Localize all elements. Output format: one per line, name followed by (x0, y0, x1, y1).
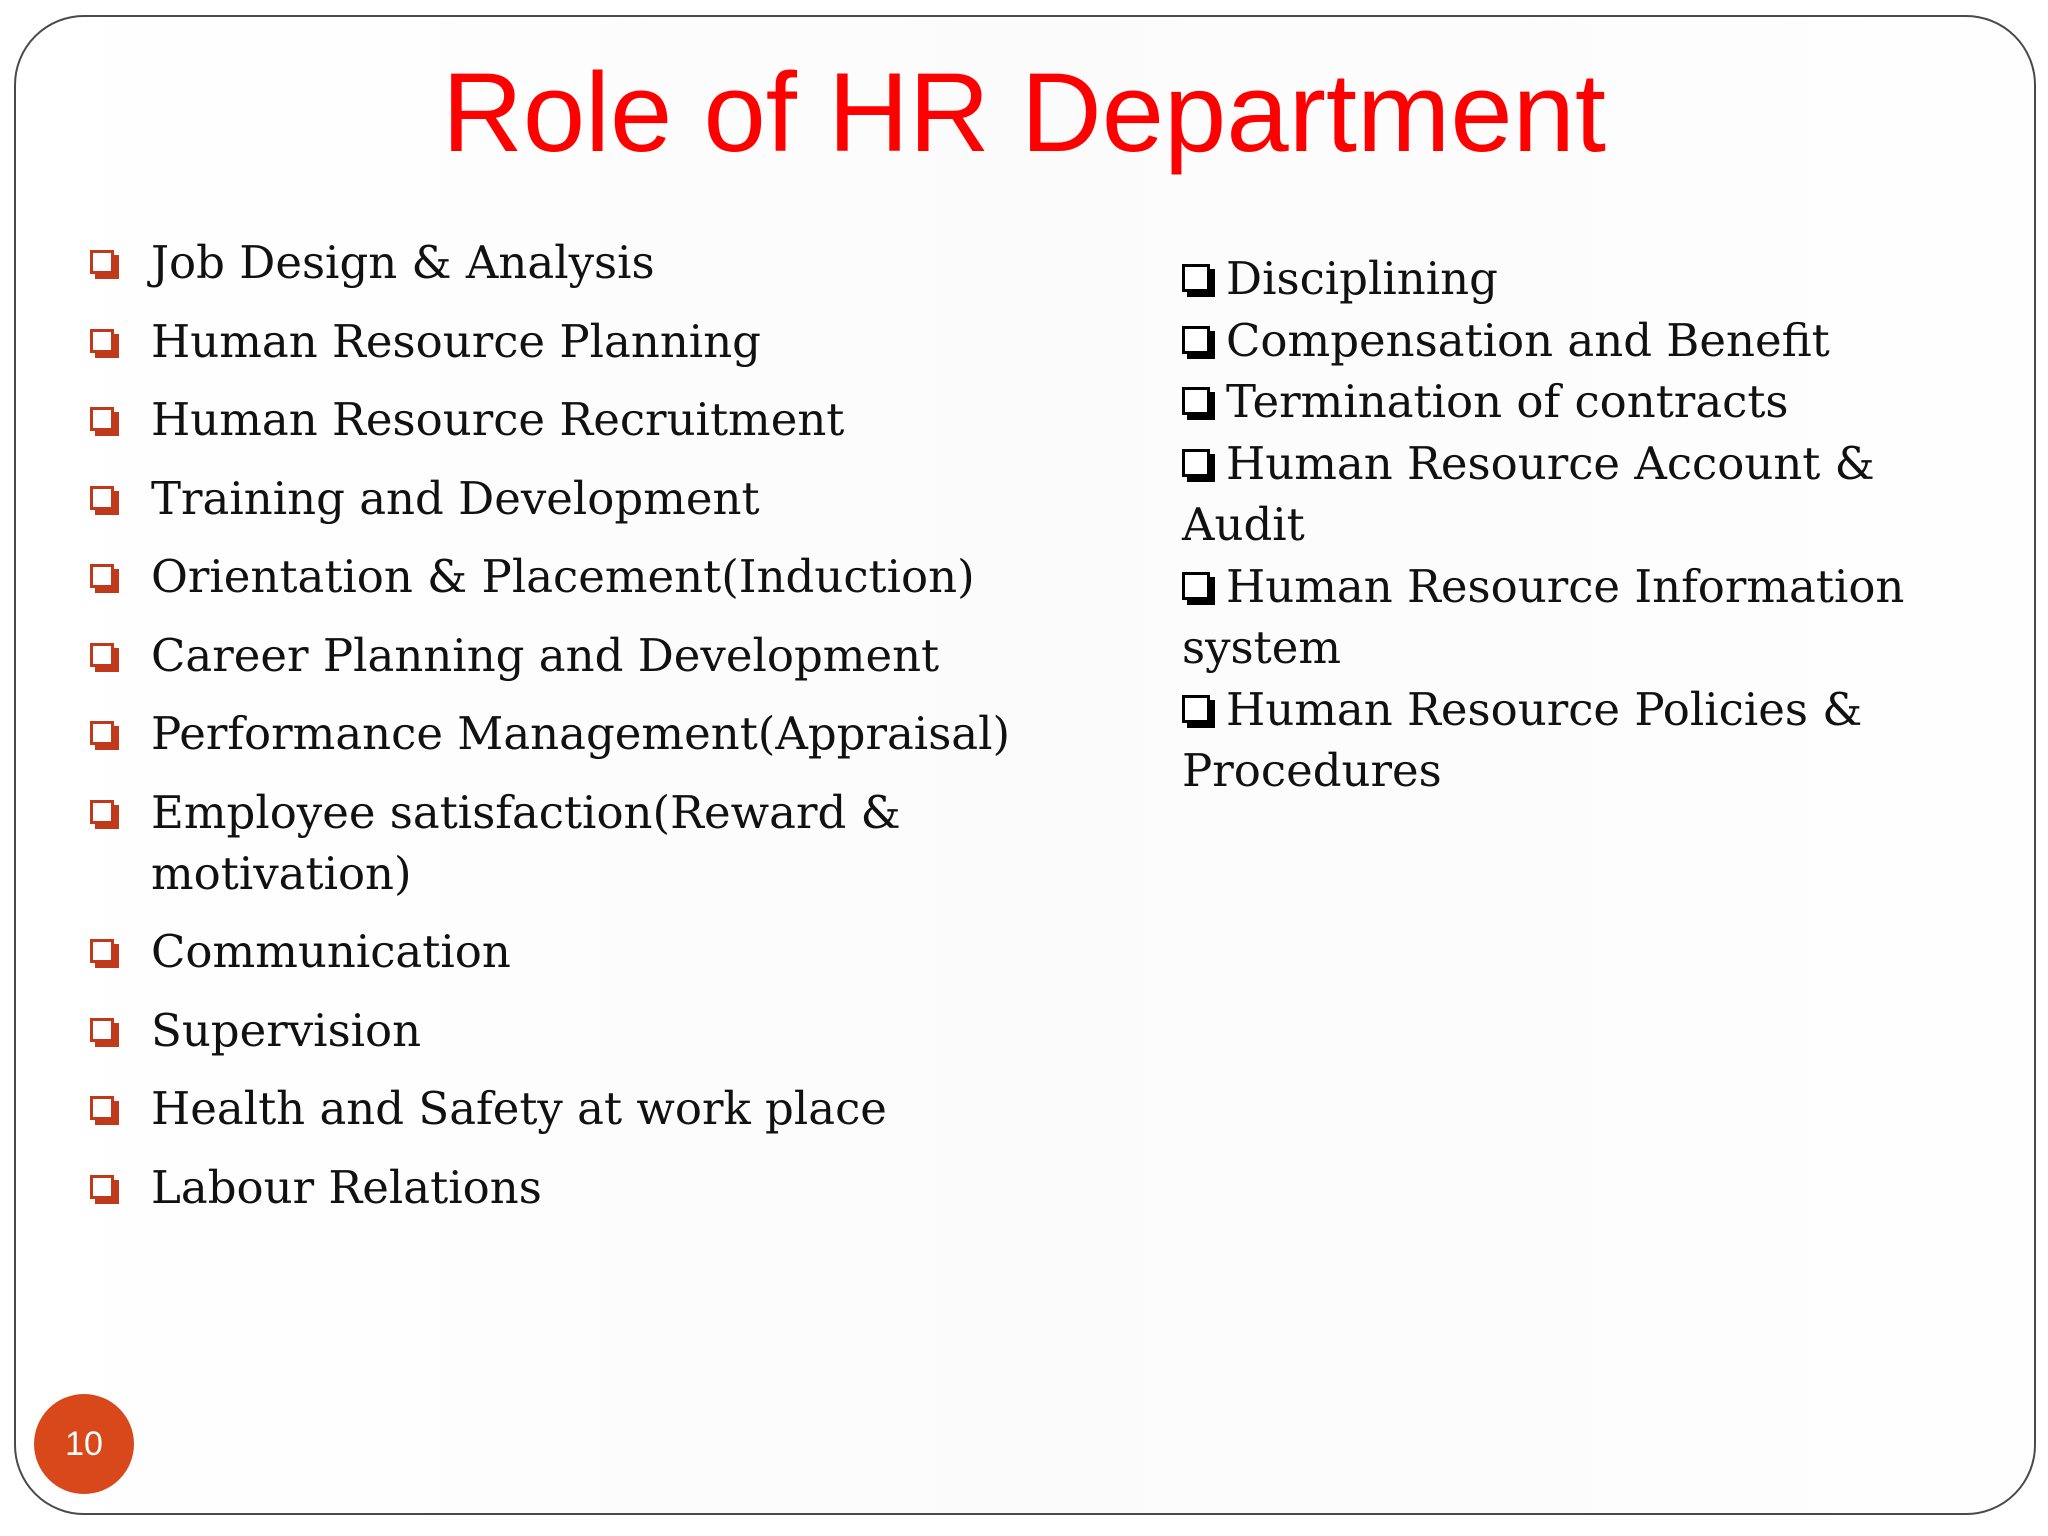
list-item (90, 1000, 1050, 1061)
list-item (90, 389, 1050, 450)
list-item-text: Communication (151, 925, 511, 978)
hollow-square-bullet-icon (90, 486, 120, 516)
list-item-text: Human Resource Account & Audit (1182, 436, 1875, 551)
hollow-square-bullet-icon (90, 407, 120, 437)
list-item (90, 468, 1050, 529)
list-item (90, 546, 1050, 607)
list-item-text: Job Design & Analysis (151, 236, 655, 289)
hollow-square-bullet-icon (1182, 326, 1216, 360)
list-item (1182, 371, 1972, 433)
list-item-text: Termination of contracts (1226, 375, 1789, 428)
hollow-square-bullet-icon (1182, 264, 1216, 298)
list-item (90, 703, 1050, 764)
hollow-square-bullet-icon (1182, 572, 1216, 606)
list-item-text: Labour Relations (151, 1160, 542, 1214)
hollow-square-bullet-icon (90, 643, 120, 673)
list-item (90, 1078, 1050, 1139)
hollow-square-bullet-icon (90, 939, 120, 969)
list-item (90, 1157, 1050, 1218)
list-item (1182, 248, 1972, 310)
hollow-square-bullet-icon (90, 1096, 120, 1126)
list-item (90, 311, 1050, 372)
list-item-text: Supervision (151, 1003, 422, 1057)
list-item-text: Human Resource Information system (1182, 559, 1905, 674)
hollow-square-bullet-icon (90, 329, 120, 359)
list-item (1182, 310, 1972, 372)
list-item (1182, 679, 1972, 802)
list-item-text: Orientation & Placement(Induction) (151, 550, 975, 603)
hollow-square-bullet-icon (90, 1018, 120, 1048)
list-item-text: Human Resource Policies & Procedures (1182, 682, 1863, 797)
list-item (1182, 433, 1972, 556)
hollow-square-bullet-icon (1182, 449, 1216, 483)
list-item-text: Human Resource Planning (151, 314, 761, 368)
page-number-badge: 10 (34, 1394, 134, 1494)
list-item-text: Health and Safety at work place (151, 1082, 887, 1135)
hollow-square-bullet-icon (90, 721, 120, 751)
slide-title: Role of HR Department (441, 50, 1607, 175)
list-item-text: Training and Development (151, 471, 760, 525)
list-item-text: Human Resource Recruitment (151, 393, 845, 446)
list-item (90, 625, 1050, 686)
list-item (1182, 556, 1972, 679)
list-item (90, 921, 1050, 982)
list-item-text: Performance Management(Appraisal) (151, 707, 1011, 760)
list-item-text: Compensation and Benefit (1226, 313, 1830, 367)
list-item-text: Disciplining (1226, 252, 1498, 305)
hollow-square-bullet-icon (90, 250, 120, 280)
hollow-square-bullet-icon (1182, 387, 1216, 421)
hollow-square-bullet-icon (90, 1175, 120, 1205)
right-bullet-list (1182, 248, 1972, 802)
hollow-square-bullet-icon (1182, 695, 1216, 729)
list-item (90, 782, 1050, 904)
list-item-text: Career Planning and Development (151, 628, 940, 682)
hollow-square-bullet-icon (90, 564, 120, 594)
left-bullet-list (90, 232, 1050, 1235)
list-item (90, 232, 1050, 293)
list-item-text: Employee satisfaction(Reward & motivation) (151, 785, 901, 900)
hollow-square-bullet-icon (90, 800, 120, 830)
